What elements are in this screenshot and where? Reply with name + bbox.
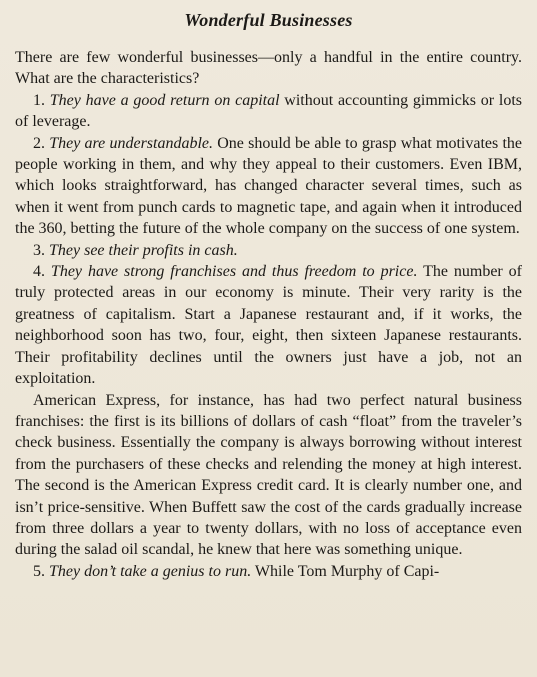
paragraph-point-3 (15, 240, 522, 261)
point-number: 1. (33, 91, 45, 109)
point-heading: They have a good return on capital (49, 91, 280, 109)
point-heading: They have strong franchises and thus freedom to price. (50, 263, 418, 281)
point-heading: They see their profits in cash. (49, 241, 238, 259)
point-text: While Tom Murphy of Capi- (251, 562, 440, 580)
point-heading: They are understandable. (49, 134, 214, 152)
paragraph-american-express: American Express, for instance, has had two perfect natural business franchises: the first is its billions of dollars of cash “float” from the traveler’s check business. Essentially the company is always borrowing without interest from the purchasers of these checks and relending the money at high interest. The second is the American Express credit card. It is clearly number one, and isn’t price-sensitive. When Buffett saw the cost of the cards gradually increase from three dollars a year to twenty dollars, with no loss of acceptance even during the salad oil scandal, he knew that here was something unique. (15, 391, 522, 559)
paragraph-point-1 (15, 90, 522, 133)
point-number: 3. (33, 241, 45, 259)
point-number: 4. (33, 263, 45, 281)
body-text (15, 47, 522, 582)
paragraph-point-4 (15, 261, 522, 389)
paragraph-point-5 (15, 561, 522, 582)
point-text: without accounting gimmicks or lots of leverage. (15, 91, 523, 131)
point-number: 2. (33, 134, 45, 152)
point-text: The number of truly protected areas in our economy is minute. Their very rarity is the greatness of capitalism. Start a Japanese restaurant and, if it works, the neighborhood soon has two, four, eight, then sixteen Japanese restaurants. Their profitability declines until the owners just have a job, not an exploitation. (15, 263, 523, 388)
point-text: One should be able to grasp what motivates the people working in them, and why they appeal to their customers. Even IBM, which looks straightforward, has changed character several times, such as when it went from punch cards to magnetic tape, and again when it introduced the 360, betting the future of the whole company on the success of one system. (15, 134, 522, 238)
paragraph-intro: There are few wonderful businesses—only a handful in the entire country. What are the characteristics? (15, 49, 522, 88)
point-heading: They don’t take a genius to run. (49, 562, 252, 580)
point-number: 5. (33, 562, 45, 580)
paragraph-point-2 (15, 133, 522, 240)
page-title: Wonderful Businesses (184, 10, 353, 30)
